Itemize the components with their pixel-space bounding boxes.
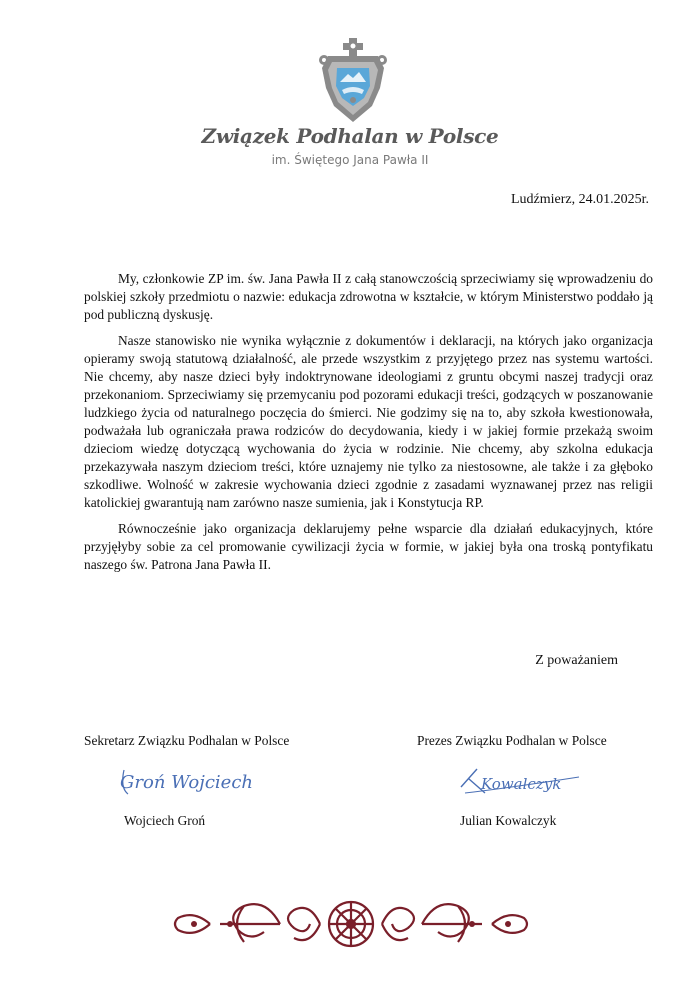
president-name: Julian Kowalczyk [460,813,557,828]
secretary-name: Wojciech Groń [124,813,206,828]
organization-logo [318,38,388,124]
folk-ornament [170,888,532,960]
letter-date: Ludźmierz, 24.01.2025r. [510,192,649,207]
letter-paragraph: Równocześnie jako organizacja deklarujemy pełne wsparcie dla działań edukacyjnych, które przyjęłyby sobie za cel promowanie cywilizacji życia w formie, w jakiej była ona troską pontyfikatu naszego św. Patrona Jana Pawła II. [84,521,653,572]
letter-body [84,270,653,582]
letter-paragraph: My, członkowie ZP im. św. Jana Pawła II z całą stanowczością sprzeciwiamy się wprowadzeniu do polskiej szkoły przedmiotu o nazwie: edukacja zdrowotna w kształcie, w którym Ministerstwo poddało ją pod publiczną dyskusję. [84,271,653,322]
letter-paragraph: Nasze stanowisko nie wynika wyłącznie z dokumentów i deklaracji, na których jako organizacja opieramy swoją statutową działalność, ale przede wszystkim z przyjętego przez nas systemu wartości. Nie chcemy, aby nasze dzieci były indoktrynowane ideologiami z gruntu obcymi naszej tradycji oraz przekonaniom. Sprzeciwiamy się przemycaniu pod pozorami edukacji treści, godzących w poszanowanie ludzkiego życia od naturalnego poczęcia do śmierci. Nie godzimy się na to, aby szkoła kwestionowała, podważała lub ograniczała prawa rodziców do decydowania, kiedy i w jakiej formie przekażą swoim dzieciom wiedzę dotyczącą wychowania do życia w rodzinie. Nie chcemy, aby szkolna edukacja przekazywała naszym dzieciom treści, które uznajemy nie tylko za niestosowne, ale także i za głęboko szkodliwe. Wolność w zakresie wychowania dzieci zgodnie z zasadami wyznawanej przez nas religii katolickiej gwarantują nam zarówno nasze sumienia, jak i Konstytucja RP. [84,333,653,510]
president-title: Prezes Związku Podhalan w Polsce [417,733,607,748]
letter-closing: Z poważaniem [535,653,618,668]
secretary-signature [118,758,253,808]
secretary-signature-text: Groń Wojciech [120,772,253,793]
president-signature-text: Kowalczyk [481,775,562,793]
organization-subtitle: im. Świętego Jana Pawła II [271,153,429,167]
president-signature [455,757,585,807]
secretary-title: Sekretarz Związku Podhalan w Polsce [84,733,290,748]
organization-name: Związek Podhalan w Polsce [201,124,499,148]
